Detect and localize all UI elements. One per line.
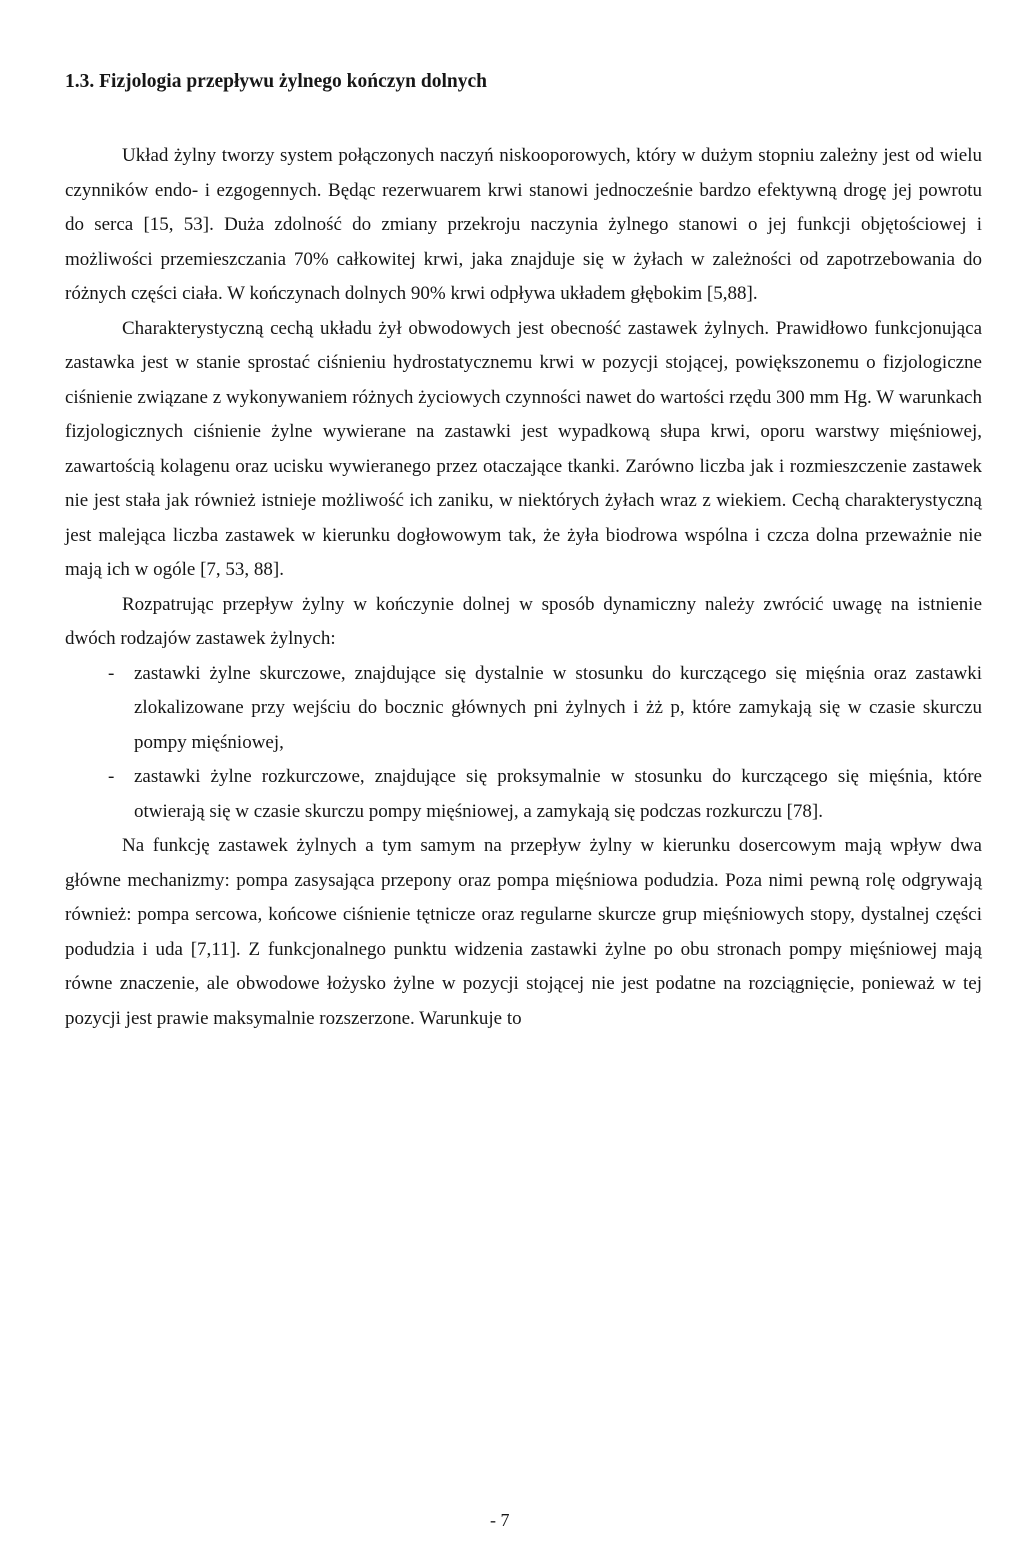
list-item-diastolic-valves: [65, 760, 982, 829]
document-page: [65, 62, 982, 1036]
paragraph-mechanisms: Na funkcję zastawek żylnych a tym samym na przepływ żylny w kierunku dosercowym mają wpływ dwa główne mechanizmy: pompa zasysająca przepony oraz pompa mięśniowa podudzia. Poza nimi pewną rolę odgrywają również: pompa sercowa, końcowe ciśnienie tętnicze oraz regularne skurcze grup mięśniowych stopy, dystalnej części podudzia i uda [7,11]. Z funkcjonalnego punktu widzenia zastawki żylne po obu stronach pompy mięśniowej mają równe znaczenie, ale obwodowe łożysko żylne w pozycji stojącej nie jest podatne na rozciągnięcie, ponieważ w tej pozycji jest prawie maksymalnie rozszerzone. Warunkuje to: [65, 835, 982, 1029]
list-marker: -: [108, 766, 115, 787]
list-item-text: zastawki żylne skurczowe, znajdujące się dystalnie w stosunku do kurczącego się mięśnia oraz zastawki zlokalizowane przy wejściu do bocznic głównych pni żylnych i żż p, które zamykają się w czasie skurczu pompy mięśniowej,: [134, 662, 982, 753]
list-marker: -: [108, 662, 115, 684]
list-item-systolic-valves: [65, 657, 982, 761]
section-heading: 1.3. Fizjologia przepływu żylnego kończyn dolnych: [65, 71, 487, 92]
paragraph-valve-types-intro: Rozpatrując przepływ żylny w kończynie dolnej w sposób dynamiczny należy zwrócić uwagę na istnienie dwóch rodzajów zastawek żylnych:: [65, 593, 982, 649]
paragraph-venous-system: Układ żylny tworzy system połączonych naczyń niskooporowych, który w dużym stopniu zależny jest od wielu czynników endo- i ezgogennych. Będąc rezerwuarem krwi stanowi jednocześnie bardzo efektywną drogę jej powrotu do serca [15, 53]. Duża zdolność do zmiany przekroju naczynia żylnego stanowi o jej funkcji objętościowej i możliwości przemieszczania 70% całkowitej krwi, jaka znajduje się w żyłach w zależności od zapotrzebowania do różnych części ciała. W kończynach dolnych 90% krwi odpływa układem głębokim [5,88].: [65, 145, 982, 304]
list-item-text: zastawki żylne rozkurczowe, znajdujące się proksymalnie w stosunku do kurczącego się mięśnia, które otwierają się w czasie skurczu pompy mięśniowej, a zamykają się podczas rozkurczu [78].: [134, 766, 982, 822]
paragraph-venous-valves: Charakterystyczną cechą układu żył obwodowych jest obecność zastawek żylnych. Prawidłowo funkcjonująca zastawka jest w stanie sprostać ciśnieniu hydrostatycznemu krwi w pozycji stojącej, powiększonemu o fizjologiczne ciśnienie związane z wykonywaniem różnych życiowych czynności nawet do wartości rzędu 300 mm Hg. W warunkach fizjologicznych ciśnienie żylne wywierane na zastawki jest wypadkową słupa krwi, oporu warstwy mięśniowej, zawartością kolagenu oraz ucisku wywieranego przez otaczające tkanki. Zarówno liczba jak i rozmieszczenie zastawek nie jest stała jak również istnieje możliwość ich zaniku, w niektórych żyłach wraz z wiekiem. Cechą charakterystyczną jest malejąca liczba zastawek w kierunku dogłowowym tak, że żyła biodrowa wspólna i czcza dolna przeważnie nie mają ich w ogóle [7, 53, 88].: [65, 317, 982, 580]
valve-types-list: [65, 657, 982, 830]
page-number: - 7: [490, 1510, 510, 1530]
